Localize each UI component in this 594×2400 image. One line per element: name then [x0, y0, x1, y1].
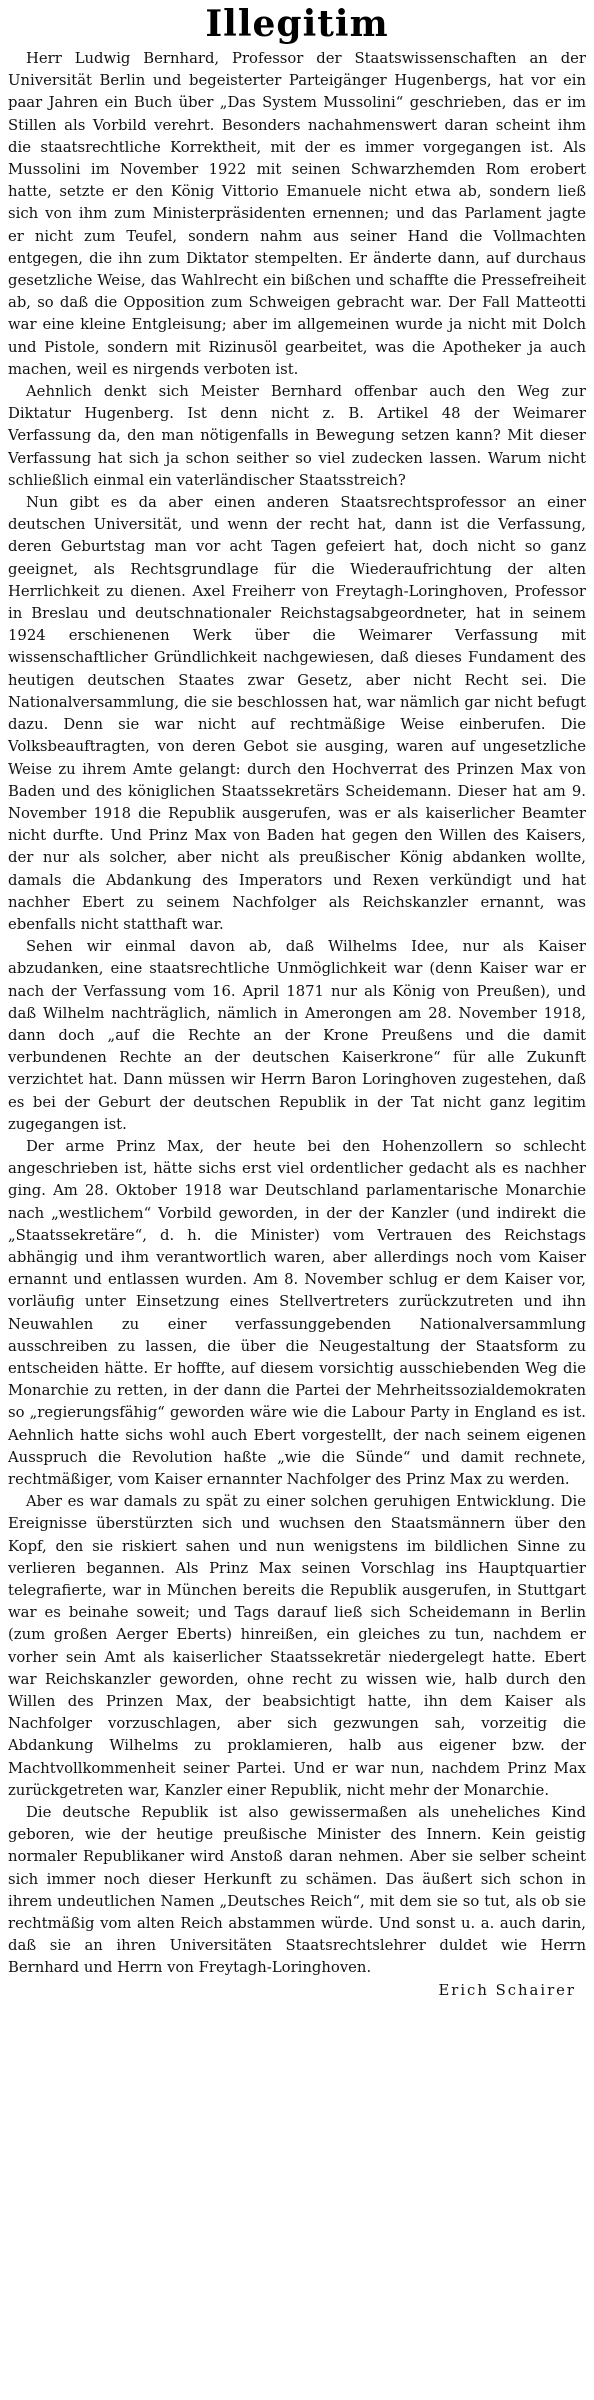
article-body: [8, 48, 586, 2002]
article-paragraph: Die deutsche Republik ist also gewissermaßen als uneheliches Kind geboren, wie der heutige preußische Minister des Innern. Kein geistig normaler Republikaner wird Anstoß daran nehmen. Aber sie selber scheint sich immer noch dieser Herkunft zu schämen. Das äußert sich schon in ihrem undeutlichen Namen „Deutsches Reich“, mit dem sie so tut, als ob sie rechtmäßig vom alten Reich abstammen würde. Und sonst u. a. auch darin, daß sie an ihren Universitäten Staatsrechtslehrer duldet wie Herrn Bernhard und Herrn von Freytagh-Loringhoven.: [8, 1804, 586, 1977]
article-paragraph: Sehen wir einmal davon ab, daß Wilhelms Idee, nur als Kaiser abzudanken, eine staatsrechtliche Unmöglichkeit war (denn Kaiser war er nach der Verfassung vom 16. April 1871 nur als König von Preußen), und daß Wilhelm nachträglich, nämlich in Amerongen am 28. November 1918, dann doch „auf die Rechte an der Krone Preußens und die damit verbundenen Rechte an der deutschen Kaiserkrone“ für alle Zukunft verzichtet hat. Dann müssen wir Herrn Baron Loringhoven zugestehen, daß es bei der Geburt der deutschen Republik in der Tat nicht ganz legitim zugegangen ist.: [8, 938, 586, 1133]
author-signature: Erich Schairer: [438, 1981, 576, 1999]
article-headline: Illegitim: [205, 3, 389, 45]
article-paragraph: Der arme Prinz Max, der heute bei den Hohenzollern so schlecht angeschrieben ist, hätte sichs erst viel ordentlicher gedacht als es nachher ging. Am 28. Oktober 1918 war Deutschland parlamentarische Monarchie nach „westlichem“ Vorbild geworden, in der der Kanzler (und indirekt die „Staatssekretäre“, d. h. die Minister) vom Vertrauen des Reichstags abhängig und ihm verantwortlich waren, aber allerdings noch vom Kaiser ernannt und entlassen wurden. Am 8. November schlug er dem Kaiser vor, vorläufig unter Einsetzung eines Stellvertreters zurückzutreten und ihn Neuwahlen zu einer verfassunggebenden Nationalversammlung ausschreiben zu lassen, die über die Neugestaltung der Staatsform zu entscheiden hätte. Er hoffte, auf diesem vorsichtig ausschiebenden Weg die Monarchie zu retten, in der dann die Partei der Mehrheitssozialdemokraten so „regierungsfähig“ geworden wäre wie die Labour Party in England es ist. Aehnlich hatte sichs wohl auch Ebert vorgestellt, der nach seinem eigenen Ausspruch die Revolution haßte „wie die Sünde“ und damit rechnete, rechtmäßiger, vom Kaiser ernannter Nachfolger des Prinz Max zu werden.: [8, 1137, 586, 1488]
article-paragraph: Aehnlich denkt sich Meister Bernhard offenbar auch den Weg zur Diktatur Hugenberg. Ist denn nicht z. B. Artikel 48 der Weimarer Verfassung da, den man nötigenfalls in Bewegung setzen kann? Mit dieser Verfassung hat sich ja schon seither so viel zudecken lassen. Warum nicht schließlich einmal ein vaterländischer Staatsstreich?: [8, 383, 586, 489]
article-paragraph: Aber es war damals zu spät zu einer solchen geruhigen Entwicklung. Die Ereignisse überstürzten sich und wuchsen den Staatsmännern über den Kopf, den sie riskiert sahen und nun wenigstens im bildlichen Sinne zu verlieren begannen. Als Prinz Max seinen Vorschlag ins Hauptquartier telegrafierte, war in München bereits die Republik ausgerufen, in Stuttgart war es beinahe soweit; und Tags darauf ließ sich Scheidemann in Berlin (zum großen Aerger Eberts) hinreißen, ein gleiches zu tun, nachdem er vorher sein Amt als kaiserlicher Staatssekretär niedergelegt hatte. Ebert war Reichskanzler geworden, ohne recht zu wissen wie, halb durch den Willen des Prinzen Max, der beabsichtigt hatte, ihn dem Kaiser als Nachfolger vorzuschlagen, aber sich gezwungen sah, vorzeitig die Abdankung Wilhelms zu proklamieren, halb aus eigener bzw. der Machtvollkommenheit seiner Partei. Und er war nun, nachdem Prinz Max zurückgetreten war, Kanzler einer Republik, nicht mehr der Monarchie.: [8, 1493, 586, 1799]
article-paragraph: Herr Ludwig Bernhard, Professor der Staatswissenschaften an der Universität Berlin und begeisterter Parteigänger Hugenbergs, hat vor ein paar Jahren ein Buch über „Das System Mussolini“ geschrieben, das er im Stillen als Vorbild verehrt. Besonders nachahmenswert daran scheint ihm die staatsrechtliche Korrektheit, mit der es immer vorgegangen ist. Als Mussolini im November 1922 mit seinen Schwarzhemden Rom erobert hatte, setzte er den König Vittorio Emanuele nicht etwa ab, sondern ließ sich von ihm zum Ministerpräsidenten ernennen; und das Parlament jagte er nicht zum Teufel, sondern nahm aus seiner Hand die Vollmachten entgegen, die ihn zum Diktator stempelten. Er änderte dann, auf durchaus gesetzliche Weise, das Wahlrecht ein bißchen und schaffte die Pressefreiheit ab, so daß die Opposition zum Schweigen gebracht war. Der Fall Matteotti war eine kleine Entgleisung; aber im allgemeinen wurde ja nicht mit Dolch und Pistole, sondern mit Rizinusöl gearbeitet, was die Apotheker ja auch machen, weil es nirgends verboten ist.: [8, 50, 586, 378]
article-paragraph: Nun gibt es da aber einen anderen Staatsrechtsprofessor an einer deutschen Universität, und wenn der recht hat, dann ist die Verfassung, deren Geburtstag man vor acht Tagen gefeiert hat, doch nicht so ganz geeignet, als Rechtsgrundlage für die Wiederaufrichtung der alten Herrlichkeit zu dienen. Axel Freiherr von Freytagh-Loringhoven, Professor in Breslau und deutschnationaler Reichstagsabgeordneter, hat in seinem 1924 erschienenen Werk über die Weimarer Verfassung mit wissenschaftlicher Gründlichkeit nachgewiesen, daß dieses Fundament des heutigen deutschen Staates zwar Gesetz, aber nicht Recht sei. Die Nationalversammlung, die sie beschlossen hat, war nämlich gar nicht befugt dazu. Denn sie war nicht auf rechtmäßige Weise einberufen. Die Volksbeauftragten, von deren Gebot sie ausging, waren auf ungesetzliche Weise zu ihrem Amte gelangt: durch den Hochverrat des Prinzen Max von Baden und des königlichen Staatssekretärs Scheidemann. Dieser hat am 9. November 1918 die Republik ausgerufen, was er als kaiserlicher Beamter nicht durfte. Und Prinz Max von Baden hat gegen den Willen des Kaisers, der nur als solcher, aber nicht als preußischer König abdanken wollte, damals die Abdankung des Imperators und Rexen verkündigt und hat nachher Ebert zu seinem Nachfolger als Reichskanzler ernannt, was ebenfalls nicht statthaft war.: [8, 494, 586, 933]
